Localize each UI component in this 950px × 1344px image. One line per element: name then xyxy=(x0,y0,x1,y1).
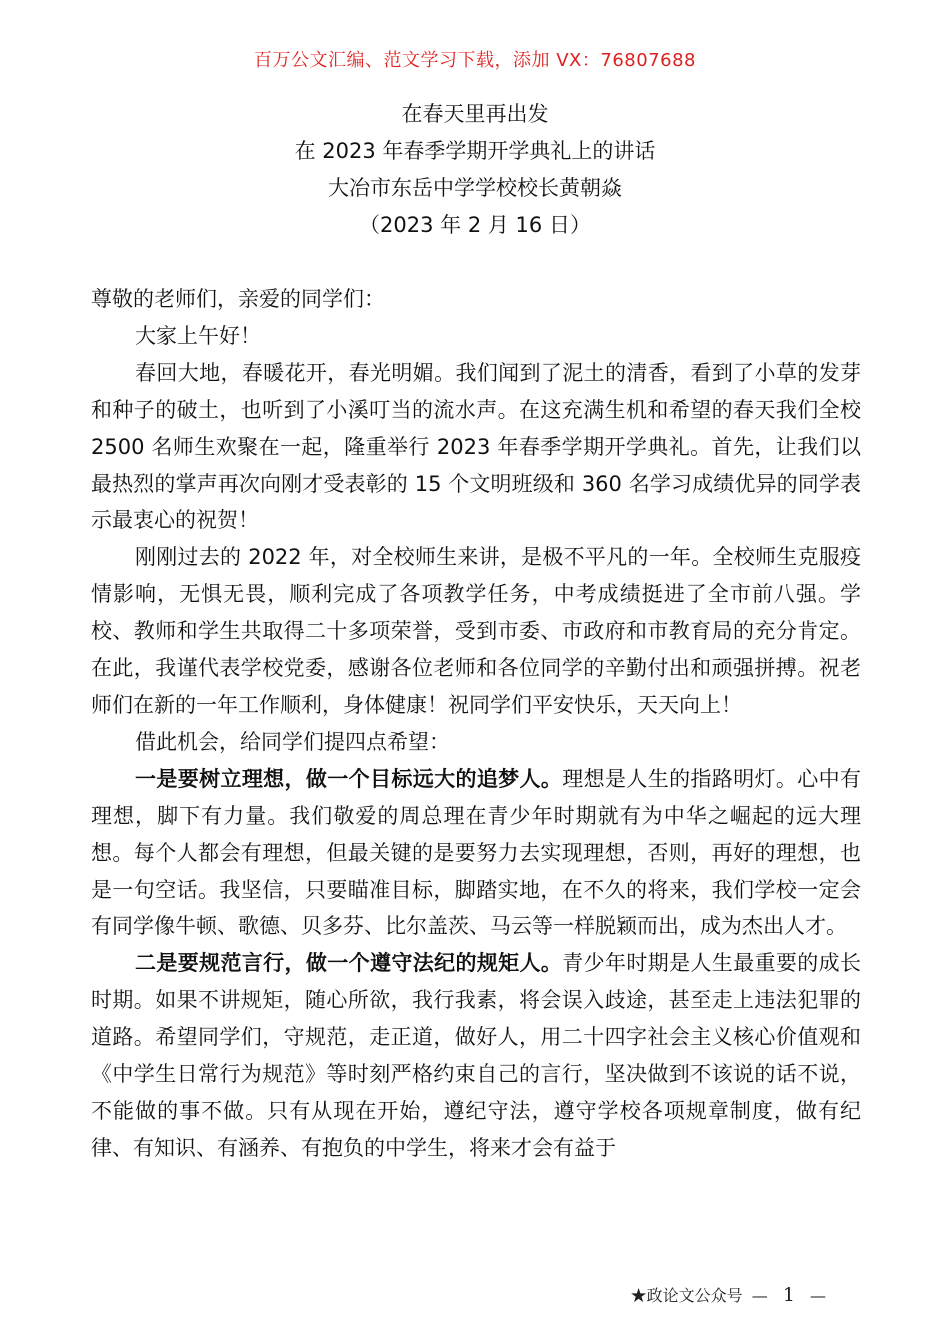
paragraph-4-text: 理想是人生的指路明灯。心中有理想，脚下有力量。我们敬爱的周总理在青少年时期就有为中华之崛起的远大理想。每个人都会有理想，但最关键的是要努力去实现理想，否则，再好的理想，也是一句空话。我坚信，只要瞄准目标，脚踏实地，在不久的将来，我们学校一定会有同学像牛顿、歌德、贝多芬、比尔盖茨、马云等一样脱颖而出，成为杰出人才。 xyxy=(91,766,862,939)
footer-source: ★政论文公众号 xyxy=(630,1286,743,1305)
speech-occasion: 在 2023 年春季学期开学典礼上的讲话 xyxy=(294,139,656,163)
page-footer xyxy=(631,1283,830,1306)
salutation: 尊敬的老师们，亲爱的同学们： xyxy=(91,287,385,311)
footer-dash-right: — xyxy=(810,1286,826,1305)
greeting: 大家上午好！ xyxy=(135,323,261,348)
footer-dash-left: — xyxy=(751,1286,768,1305)
speech-date: （2023 年 2 月 16 日） xyxy=(359,213,591,237)
speech-title: 在春天里再出发 xyxy=(401,102,549,126)
paragraph-5 xyxy=(91,945,861,1166)
paragraph-4 xyxy=(91,761,861,946)
title-block xyxy=(0,96,950,244)
paragraph-3: 借此机会，给同学们提四点希望： xyxy=(135,729,450,754)
speaker-line: 大冶市东岳中学学校校长黄朝焱 xyxy=(328,176,622,200)
speech-body xyxy=(91,281,861,1167)
paragraph-4-lead: 一是要树立理想，做一个目标远大的追梦人。 xyxy=(135,766,563,791)
paragraph-1: 春回大地，春暖花开，春光明媚。我们闻到了泥土的清香，看到了小草的发芽和种子的破土，也听到了小溪叮当的流水声。在这充满生机和希望的春天我们全校 2500 名师生欢聚在一起，隆重举行 2023 年春季学期开学典礼。首先，让我们以最热烈的掌声再次向刚才受表彰的 15 个文明班级和 360 名学习成绩优异的同学表示最衷心的祝贺！ xyxy=(91,360,861,533)
paragraph-5-lead: 二是要规范言行，做一个遵守法纪的规矩人。 xyxy=(135,951,563,976)
paragraph-5-text: 青少年时期是人生最重要的成长时期。如果不讲规矩，随心所欲，我行我素，将会误入歧途，甚至走上违法犯罪的道路。希望同学们，守规范，走正道，做好人，用二十四字社会主义核心价值观和《中学生日常行为规范》等时刻严格约束自己的言行，坚决做到不该说的话不说，不能做的事不做。只有从现在开始，遵纪守法，遵守学校各项规章制度，做有纪律、有知识、有涵养、有抱负的中学生，将来才会有益于 xyxy=(91,951,862,1160)
paragraph-2: 刚刚过去的 2022 年，对全校师生来讲，是极不平凡的一年。全校师生克服疫情影响，无惧无畏，顺利完成了各项教学任务，中考成绩挺进了全市前八强。学校、教师和学生共取得二十多项荣誉，受到市委、市政府和市教育局的充分肯定。在此，我谨代表学校党委，感谢各位老师和各位同学的辛勤付出和顽强拼搏。祝老师们在新的一年工作顺利，身体健康！祝同学们平安快乐，天天向上！ xyxy=(91,545,861,717)
page-number: 1 xyxy=(782,1284,795,1306)
header-banner: 百万公文汇编、范文学习下载，添加 VX：76807688 xyxy=(254,50,696,71)
